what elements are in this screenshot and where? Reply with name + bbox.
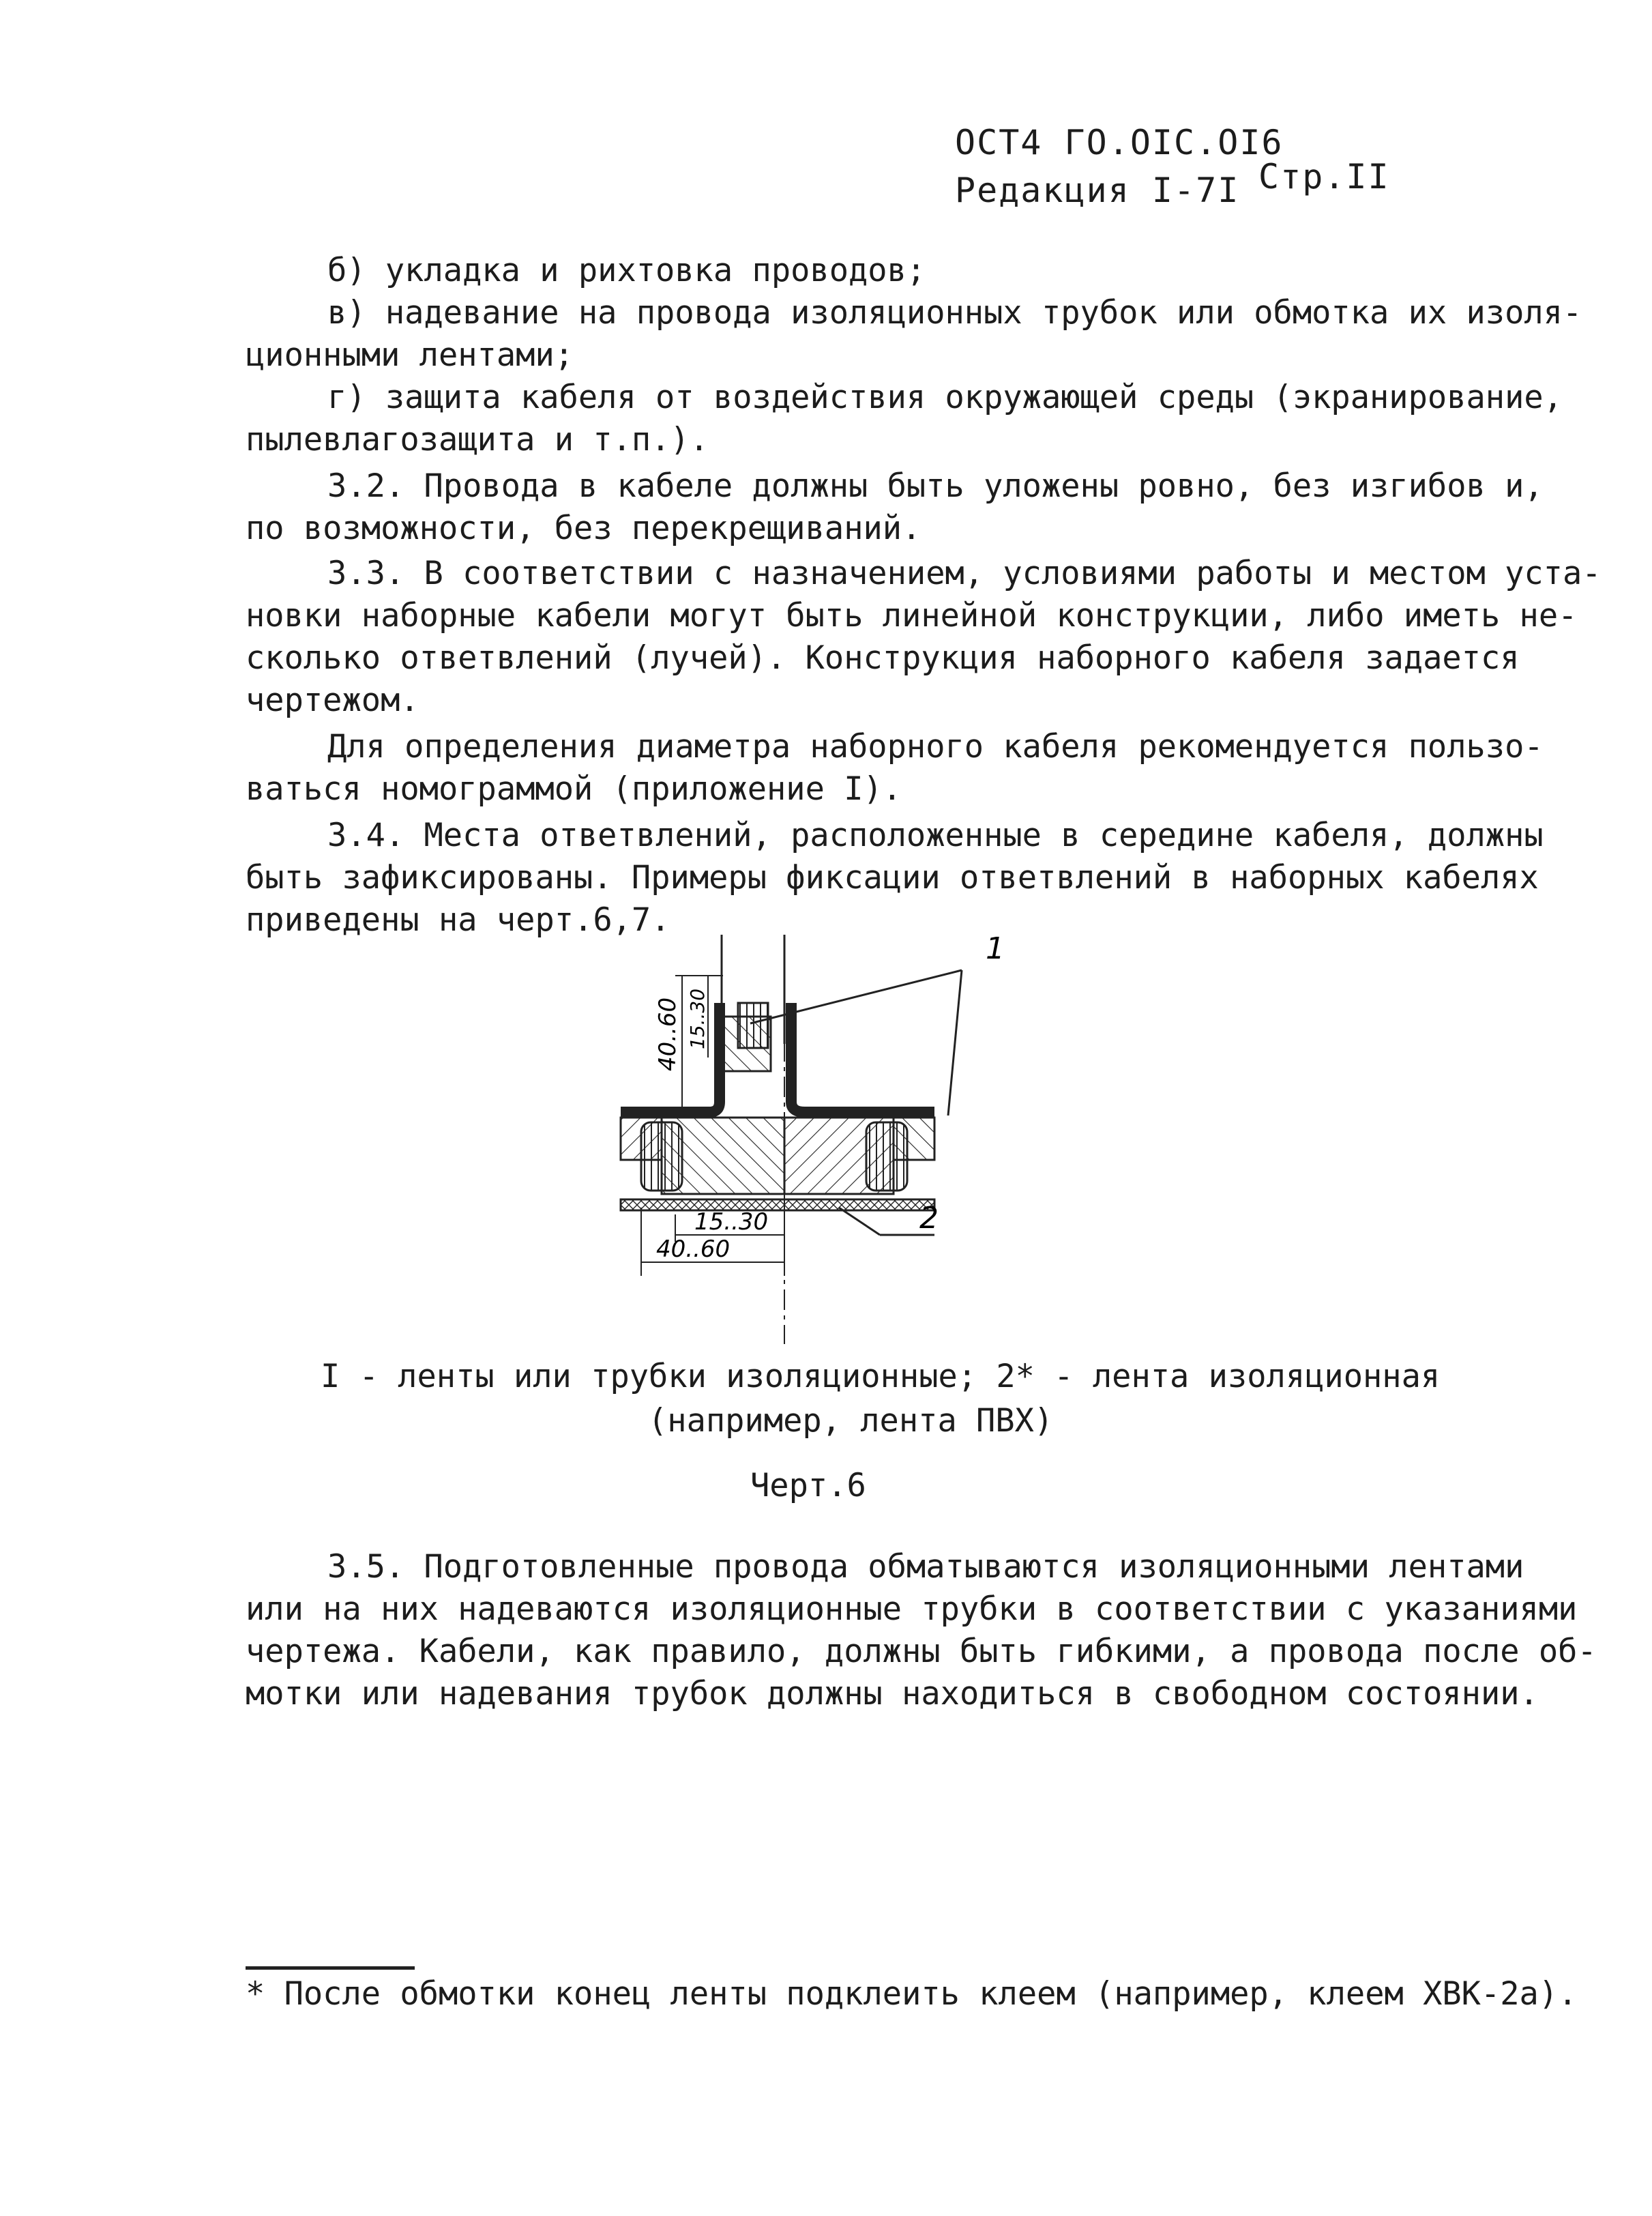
callout-1-label: 1	[986, 935, 1005, 966]
text-line: б) укладка и рихтовка проводов;	[327, 252, 926, 289]
cable-branch-drawing	[580, 935, 1044, 1344]
text-line: мотки или надевания трубок должны находиться в свободном состоянии.	[246, 1675, 1539, 1712]
text-line: или на них надеваются изоляционные трубки в соответствии с указаниями	[246, 1590, 1578, 1628]
dim-vertical-inner: 15..30	[686, 988, 709, 1049]
text-line: 3.2. Провода в кабеле должны быть уложены ровно, без изгибов и,	[327, 467, 1544, 505]
callout-2-label: 2	[919, 1201, 939, 1236]
text-line: чертежом.	[246, 682, 419, 719]
text-line: быть зафиксированы. Примеры фиксации ответвлений в наборных кабелях	[246, 859, 1539, 896]
footnote-divider	[246, 1966, 415, 1970]
text-line: чертежа. Кабели, как правило, должны быть гибкими, а провода после об-	[246, 1633, 1597, 1670]
edition-label: Редакция І-7І	[955, 171, 1240, 210]
text-line: по возможности, без перекрещиваний.	[246, 510, 921, 547]
text-line: 3.5. Подготовленные провода обматываются изоляционными лентами	[327, 1548, 1524, 1586]
text-line: ционными лентами;	[246, 336, 574, 374]
text-line: 3.4. Места ответвлений, расположенные в середине кабеля, должны	[327, 817, 1544, 854]
text-line: приведены на черт.6,7.	[246, 901, 670, 939]
dim-horizontal-inner: 15..30	[694, 1208, 769, 1236]
dim-vertical-outer: 40..60	[654, 997, 681, 1071]
text-line: сколько ответвлений (лучей). Конструкция наборного кабеля задается	[246, 639, 1520, 677]
text-line: ваться номограммой (приложение І).	[246, 770, 902, 808]
text-line: Для определения диаметра наборного кабеля рекомендуется пользо-	[327, 728, 1544, 766]
text-line: 3.3. В соответствии с назначением, условиями работы и местом уста-	[327, 555, 1602, 592]
text-line: г) защита кабеля от воздействия окружающей среды (экранирование,	[327, 379, 1563, 416]
footnote: * После обмотки конец ленты подклеить клеем (например, клеем ХВК-2а).	[246, 1975, 1578, 2013]
text-line: пылевлагозащита и т.п.).	[246, 421, 709, 458]
figure-caption-line1: І - ленты или трубки изоляционные; 2* - лента изоляционная	[321, 1358, 1441, 1395]
text-line: в) надевание на провода изоляционных трубок или обмотка их изоля-	[327, 294, 1582, 332]
text-line: новки наборные кабели могут быть линейной конструкции, либо иметь не-	[246, 597, 1578, 635]
document-code: ОСТ4 ГО.ОІС.ОІ6	[955, 123, 1284, 162]
figure-caption-line2: (например, лента ПВХ)	[648, 1402, 1054, 1440]
page-number: Стр.ІІ	[1258, 157, 1390, 196]
dim-horizontal-outer: 40..60	[656, 1236, 731, 1263]
figure-label: Черт.6	[750, 1467, 866, 1504]
